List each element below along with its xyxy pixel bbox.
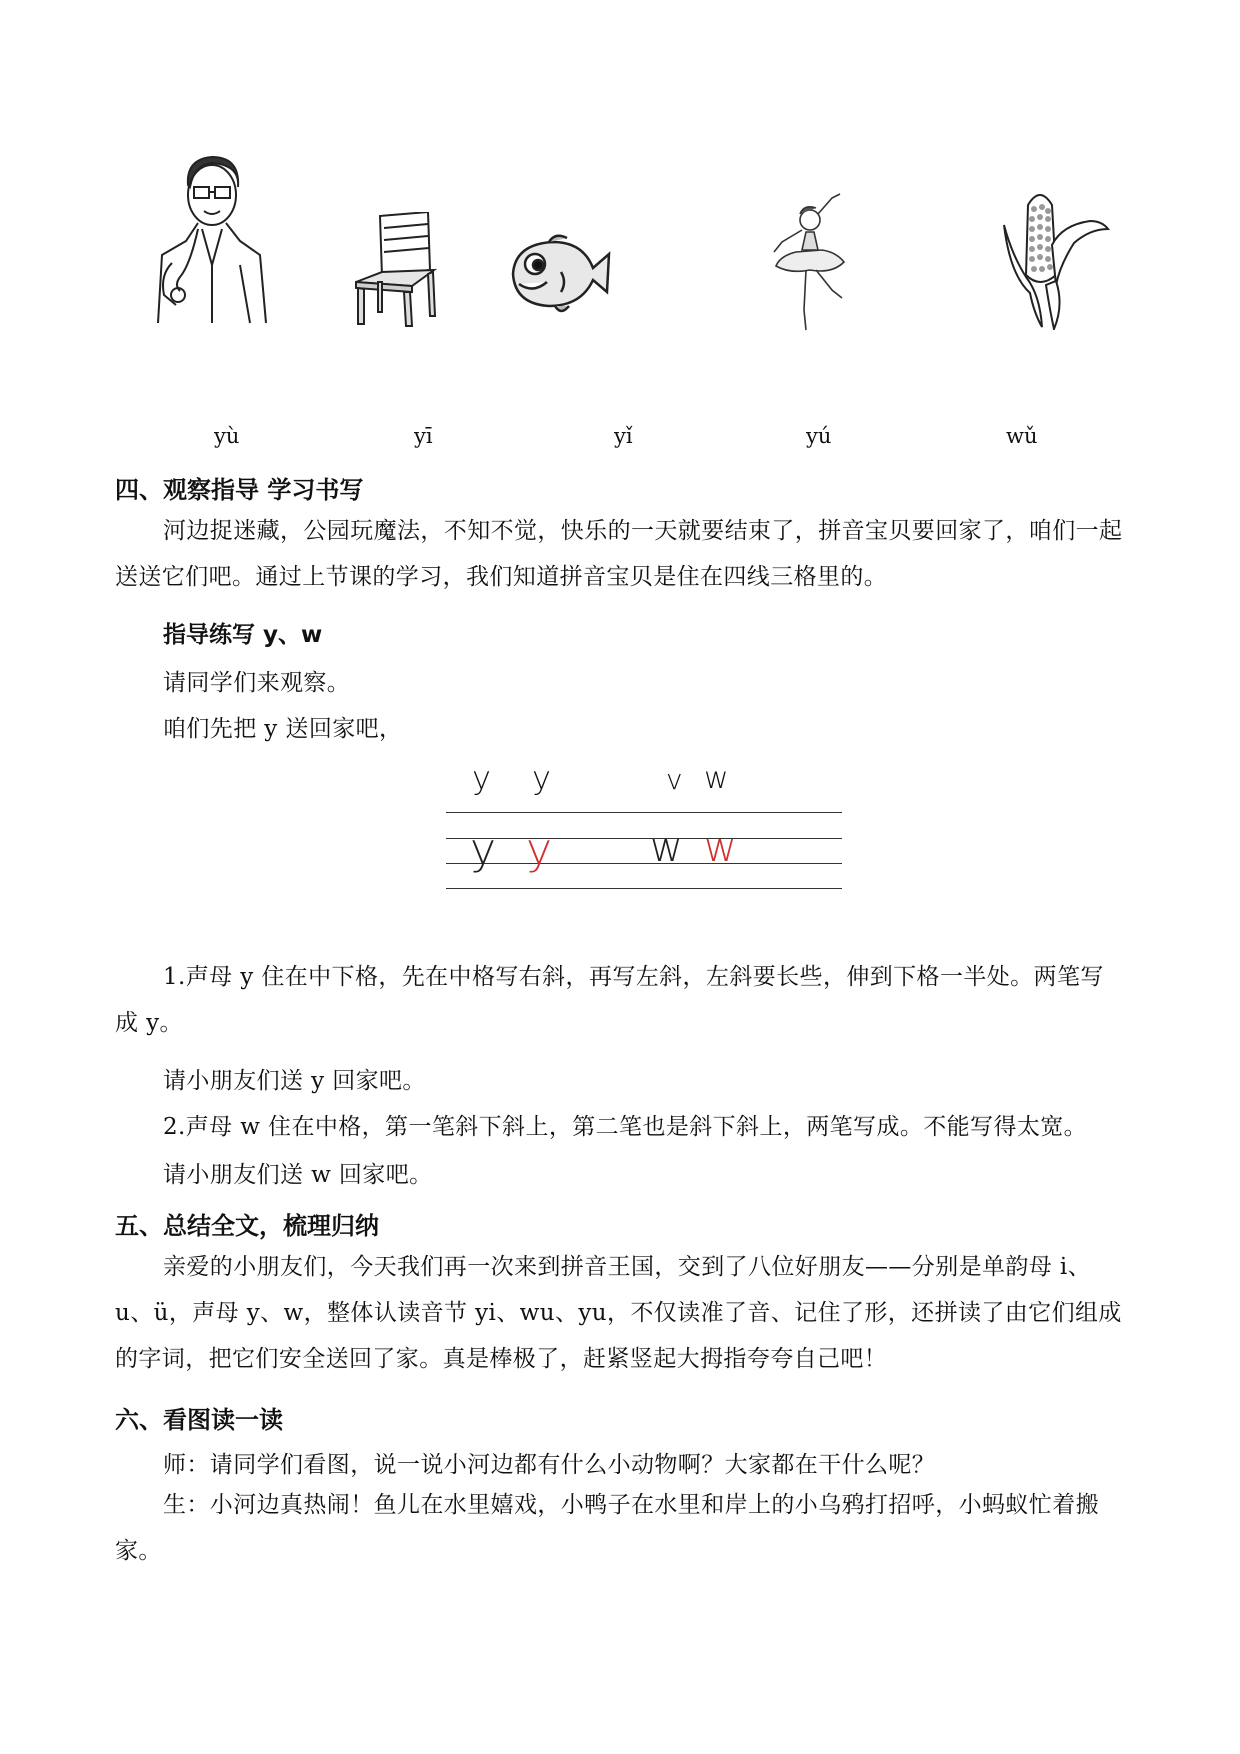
send-w-line: 请小朋友们送 w 回家吧。 (163, 1162, 433, 1188)
grid-letter: y (470, 824, 497, 875)
stroke-letter: v (666, 763, 683, 796)
point-2: 2.声母 w 住在中格，第一笔斜下斜上，第二笔也是斜下斜上，两笔写成。不能写得太宽。 (163, 1114, 1088, 1140)
grid-letter: w (704, 825, 737, 871)
section-heading-4: 四、观察指导 学习书写 (115, 476, 364, 504)
section5-text: 亲爱的小朋友们，今天我们再一次来到拼音王国，交到了八位好朋友——分别是单韵母 i、u、ü，声母 y、w，整体认读音节 yi、wu、yu，不仅读准了音、记住了形，还拼读了由它们组成的字词，把它们安全送回了家。真是棒极了，赶紧竖起大拇指夸夸自己吧！ (115, 1254, 1122, 1372)
pinyin-label: yī (414, 424, 433, 448)
pinyin-label: yù (214, 424, 240, 448)
teacher-line: 师：请同学们看图，说一说小河边都有什么小动物啊？大家都在干什么呢？ (163, 1452, 936, 1478)
pinyin-label: yǐ (614, 424, 633, 448)
grid-letter: w (650, 825, 683, 871)
dancer-icon (760, 190, 870, 340)
fish-icon (505, 232, 615, 317)
doctor-icon (150, 145, 270, 325)
send-y-first-line: 咱们先把 y 送回家吧， (163, 716, 403, 742)
grid-line (446, 888, 842, 889)
section4-subheading: 指导练写 y、w (163, 622, 323, 648)
writing-guide (440, 760, 860, 930)
point-1: 1.声母 y 住在中下格，先在中格写右斜，再写左斜，左斜要长些，伸到下格一半处。两笔写成 y。 (115, 964, 1104, 1036)
stroke-letter: w (704, 761, 729, 796)
corn-icon (990, 185, 1110, 330)
section-heading-5: 五、总结全文，梳理归纳 (115, 1212, 379, 1240)
pinyin-label: wǔ (1006, 424, 1038, 448)
stroke-letter: y (532, 759, 551, 797)
send-y-line: 请小朋友们送 y 回家吧。 (163, 1068, 426, 1094)
grid-letter: y (526, 824, 553, 875)
grid-line (446, 863, 842, 864)
chair-icon (350, 212, 440, 327)
student-line: 生：小河边真热闹！鱼儿在水里嬉戏，小鸭子在水里和岸上的小乌鸦打招呼，小蚂蚁忙着搬家。 (115, 1492, 1099, 1564)
section-heading-6: 六、看图读一读 (115, 1406, 283, 1434)
grid-line (446, 838, 842, 839)
observe-line: 请同学们来观察。 (163, 670, 351, 696)
pinyin-label: yú (806, 424, 832, 448)
section4-intro: 河边捉迷藏，公园玩魔法，不知不觉，快乐的一天就要结束了，拼音宝贝要回家了，咱们一起送送它们吧。通过上节课的学习，我们知道拼音宝贝是住在四线三格里的。 (115, 518, 1123, 590)
stroke-letter: y (472, 759, 491, 797)
grid-line (446, 812, 842, 813)
